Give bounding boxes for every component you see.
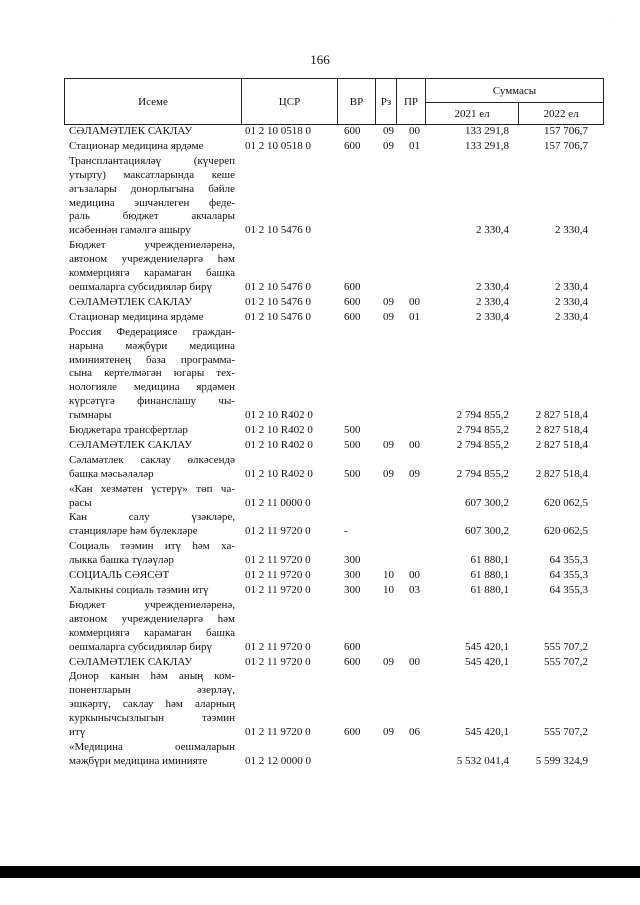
table-row — [0, 483, 640, 511]
row-name-line: Сәламәтлек саклау өлкәсендә — [69, 453, 235, 466]
row-values — [0, 755, 640, 769]
row-name-line: СӘЛАМӘТЛЕК САКЛАУ — [69, 295, 193, 308]
header-year-2021: 2021 ел — [426, 103, 519, 125]
table-row — [0, 326, 640, 423]
row-sum-2022: 620 062,5 — [544, 525, 588, 538]
page-number: 166 — [310, 52, 330, 67]
row-values — [0, 409, 640, 423]
table-row — [0, 584, 640, 598]
header-sums: Суммасы — [426, 79, 604, 103]
row-sum-2022: 2 330,4 — [555, 224, 588, 237]
row-name-line: СӘЛАМӘТЛЕК САКЛАУ — [69, 438, 193, 451]
row-sum-2022: 64 355,3 — [549, 569, 588, 582]
row-vr: 300 — [344, 569, 361, 582]
row-vr: 600 — [344, 655, 361, 668]
row-vr: 500 — [344, 424, 361, 437]
row-csr: 01 2 12 0000 0 — [245, 754, 311, 767]
row-vr: 300 — [344, 554, 361, 567]
table-row — [0, 125, 640, 139]
row-sum-2022: 2 827 518,4 — [535, 409, 588, 422]
row-pr: 01 — [409, 139, 420, 152]
row-sum-2021: 2 330,4 — [476, 295, 509, 308]
row-pr: 00 — [409, 655, 420, 668]
row-name-line: Донор канын һәм аның ком- — [69, 670, 235, 683]
row-pr: 03 — [409, 584, 420, 596]
row-vr: 500 — [344, 467, 361, 480]
table-row — [0, 424, 640, 438]
row-sum-2021: 2 794 855,2 — [456, 409, 509, 422]
header-csr: ЦСР — [242, 79, 338, 125]
header-pr: ПР — [397, 79, 426, 125]
row-sum-2022: 64 355,3 — [549, 554, 588, 567]
row-values — [0, 726, 640, 740]
row-sum-2021: 2 794 855,2 — [456, 467, 509, 480]
row-values — [0, 468, 640, 482]
row-csr: 01 2 11 9720 0 — [245, 640, 311, 653]
row-pr: 06 — [409, 726, 420, 739]
row-sum-2021: 5 532 041,4 — [456, 754, 509, 767]
row-vr: 600 — [344, 125, 361, 137]
row-name-line: Кан салу үзәкләре, — [69, 511, 235, 524]
corner-mark: · — [610, 20, 612, 26]
row-name-line: башка мәсьәләләр — [69, 467, 154, 480]
header-year-2022: 2022 ел — [519, 103, 604, 125]
row-values — [0, 641, 640, 655]
row-name-line: Стационар медицина ярдәме — [69, 310, 204, 323]
scan-bottom-bar — [0, 866, 640, 878]
row-pr: 00 — [409, 295, 420, 308]
row-csr: 01 2 10 R402 0 — [245, 424, 313, 437]
row-sum-2022: 157 706,7 — [544, 139, 588, 152]
row-name-line: «Кан хезмәтен үстерү» төп ча- — [69, 482, 235, 495]
row-sum-2021: 2 330,4 — [476, 224, 509, 237]
row-name-line: Социаль тәэмин итү һәм ха- — [69, 540, 235, 553]
row-rz: 09 — [383, 139, 394, 152]
row-name-line: СӘЛАМӘТЛЕК САКЛАУ — [69, 655, 193, 668]
row-values — [0, 554, 640, 568]
row-name-line: медицина эшчәнлеген феде- — [69, 196, 235, 209]
row-pr: 00 — [409, 569, 420, 582]
row-csr: 01 2 11 0000 0 — [245, 496, 311, 509]
row-vr: 600 — [344, 640, 361, 653]
row-values — [0, 125, 640, 139]
row-name-line: Бюджет учреждениеләренә, — [69, 239, 235, 252]
table-row — [0, 670, 640, 740]
table-row — [0, 511, 640, 539]
row-name-line: оешмаларга субсидияләр бирү — [69, 280, 212, 293]
row-rz: 09 — [383, 295, 394, 308]
row-csr: 01 2 10 5476 0 — [245, 310, 311, 323]
row-vr: - — [344, 525, 348, 538]
row-sum-2022: 555 707,2 — [544, 640, 588, 653]
row-sum-2021: 2 794 855,2 — [456, 438, 509, 451]
row-pr: 00 — [409, 125, 420, 137]
row-name-line: понентларын әзерләү, — [69, 684, 235, 697]
row-name-line: нарына мәҗбүри медицина — [69, 339, 235, 352]
row-name-line: мәҗбүри медицина иминияте — [69, 754, 208, 767]
table-row — [0, 239, 640, 295]
row-sum-2021: 61 880,1 — [470, 584, 509, 596]
row-sum-2022: 2 330,4 — [555, 280, 588, 293]
row-sum-2021: 2 794 855,2 — [456, 424, 509, 437]
row-name-line: коммерциягә карамаган башка — [69, 267, 235, 280]
table-row — [0, 599, 640, 655]
row-csr: 01 2 10 5476 0 — [245, 280, 311, 293]
row-name-line: Трансплантацияләү (күчереп — [69, 154, 235, 167]
row-pr: 01 — [409, 310, 420, 323]
row-sum-2021: 133 291,8 — [465, 125, 509, 137]
row-name-line: Россия Федерациясе граждан- — [69, 325, 235, 338]
row-name-line: оешмаларга субсидияләр бирү — [69, 640, 212, 653]
table-header — [64, 78, 604, 125]
row-sum-2021: 545 420,1 — [465, 726, 509, 739]
row-rz: 09 — [383, 467, 394, 480]
row-name-line: СӘЛАМӘТЛЕК САКЛАУ — [69, 125, 193, 137]
row-csr: 01 2 10 R402 0 — [245, 467, 313, 480]
row-values — [0, 224, 640, 238]
row-name-line: иминиятенең база программа- — [69, 353, 235, 366]
row-values — [0, 496, 640, 510]
row-pr: 00 — [409, 438, 420, 451]
row-sum-2021: 607 300,2 — [465, 525, 509, 538]
row-name-line: утырту) максатларында кеше — [69, 168, 235, 181]
row-name-line: әгъзалары донорлыгына бәйле — [69, 182, 235, 195]
row-values — [0, 525, 640, 539]
row-csr: 01 2 10 R402 0 — [245, 438, 313, 451]
row-csr: 01 2 11 9720 0 — [245, 655, 311, 668]
row-sum-2022: 2 827 518,4 — [535, 438, 588, 451]
row-name-line: «Медицина оешмаларын — [69, 740, 235, 753]
row-sum-2022: 555 707,2 — [544, 655, 588, 668]
row-csr: 01 2 11 9720 0 — [245, 726, 311, 739]
row-sum-2021: 2 330,4 — [476, 310, 509, 323]
row-rz: 09 — [383, 438, 394, 451]
row-sum-2022: 2 330,4 — [555, 295, 588, 308]
row-sum-2021: 545 420,1 — [465, 640, 509, 653]
row-csr: 01 2 10 0518 0 — [245, 125, 311, 137]
header-vr: ВР — [338, 79, 376, 125]
row-values — [0, 424, 640, 438]
row-name-line: Бюджетара трансфертлар — [69, 424, 188, 437]
row-rz: 10 — [383, 584, 394, 596]
row-rz: 09 — [383, 726, 394, 739]
table-row — [0, 439, 640, 453]
table-row — [0, 454, 640, 482]
row-sum-2021: 61 880,1 — [470, 554, 509, 567]
row-values — [0, 655, 640, 669]
row-name-line: станцияләре һәм бүлекләре — [69, 525, 198, 538]
row-sum-2021: 545 420,1 — [465, 655, 509, 668]
row-name-line: лыкка башка түләүләр — [69, 554, 174, 567]
row-rz: 09 — [383, 310, 394, 323]
table-row — [0, 741, 640, 769]
table-row — [0, 569, 640, 583]
table-row — [0, 311, 640, 325]
row-sum-2022: 5 599 324,9 — [535, 754, 588, 767]
table-row — [0, 540, 640, 568]
row-values — [0, 569, 640, 583]
row-vr: 300 — [344, 584, 361, 596]
row-values — [0, 281, 640, 295]
row-sum-2021: 133 291,8 — [465, 139, 509, 152]
table-body — [0, 125, 640, 770]
row-name-line: күрсәтүгә финанслашу чы- — [69, 395, 235, 408]
row-name-line: расы — [69, 496, 92, 509]
row-csr: 01 2 10 5476 0 — [245, 224, 311, 237]
table-row — [0, 155, 640, 238]
row-name-line: Халыкны социаль тәэмин итү — [69, 584, 209, 596]
row-sum-2021: 2 330,4 — [476, 280, 509, 293]
row-name-line: Стационар медицина ярдәме — [69, 139, 204, 152]
row-sum-2022: 64 355,3 — [549, 584, 588, 596]
row-vr: 600 — [344, 295, 361, 308]
row-vr: 600 — [344, 726, 361, 739]
row-values — [0, 311, 640, 325]
row-name-line: исәбеннән гамәлгә ашыру — [69, 224, 191, 237]
row-vr: 600 — [344, 280, 361, 293]
row-name-line: Бюджет учреждениеләренә, — [69, 598, 235, 611]
row-sum-2022: 620 062,5 — [544, 496, 588, 509]
table-row — [0, 296, 640, 310]
row-name-line: итү — [69, 726, 86, 739]
row-pr: 09 — [409, 467, 420, 480]
row-rz: 10 — [383, 569, 394, 582]
row-csr: 01 2 11 9720 0 — [245, 584, 311, 596]
row-name-line: эшкәртү, саклау һәм аларның — [69, 698, 235, 711]
row-name-line: сына кертелмәгән югары тех- — [69, 367, 235, 380]
row-name-line: нологияле медицина ярдәмен — [69, 381, 235, 394]
row-vr: 600 — [344, 139, 361, 152]
row-sum-2021: 607 300,2 — [465, 496, 509, 509]
row-csr: 01 2 10 0518 0 — [245, 139, 311, 152]
row-rz: 09 — [383, 125, 394, 137]
row-values — [0, 584, 640, 598]
row-values — [0, 296, 640, 310]
row-sum-2022: 2 827 518,4 — [535, 467, 588, 480]
header-rz: Рз — [376, 79, 397, 125]
row-name-line: СОЦИАЛЬ СӘЯСӘТ — [69, 569, 170, 582]
row-name-line: гымнары — [69, 409, 112, 422]
row-vr: 500 — [344, 438, 361, 451]
row-name-line: автоном учреждениеләргә һәм — [69, 612, 235, 625]
row-csr: 01 2 10 R402 0 — [245, 409, 313, 422]
row-csr: 01 2 10 5476 0 — [245, 295, 311, 308]
row-values — [0, 439, 640, 453]
row-name-line: куркынычсызлыгын тәэмин — [69, 712, 235, 725]
row-csr: 01 2 11 9720 0 — [245, 569, 311, 582]
row-rz: 09 — [383, 655, 394, 668]
header-name: Исеме — [65, 79, 242, 125]
row-sum-2021: 61 880,1 — [470, 569, 509, 582]
row-name-line: коммерциягә карамаган башка — [69, 626, 235, 639]
row-sum-2022: 2 330,4 — [555, 310, 588, 323]
row-vr: 600 — [344, 310, 361, 323]
row-sum-2022: 555 707,2 — [544, 726, 588, 739]
row-csr: 01 2 11 9720 0 — [245, 554, 311, 567]
row-sum-2022: 2 827 518,4 — [535, 424, 588, 437]
row-csr: 01 2 11 9720 0 — [245, 525, 311, 538]
row-name-line: автоном учреждениеләргә һәм — [69, 253, 235, 266]
table-row — [0, 656, 640, 670]
table-row — [0, 140, 640, 154]
row-name-line: раль бюджет акчалары — [69, 210, 235, 223]
row-values — [0, 140, 640, 154]
row-sum-2022: 157 706,7 — [544, 125, 588, 137]
